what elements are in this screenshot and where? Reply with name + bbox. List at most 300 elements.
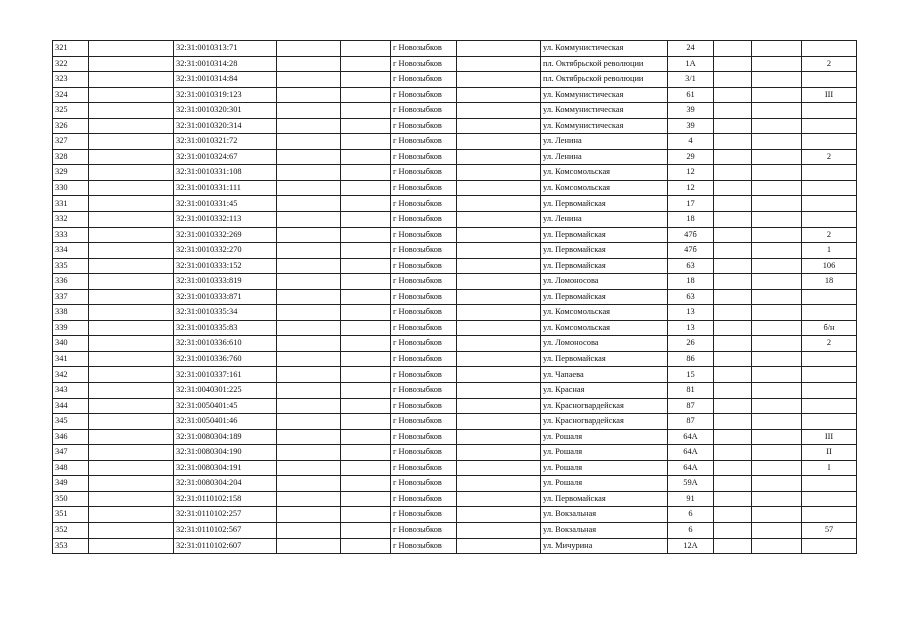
empty-cell [341,460,391,476]
empty-cell [752,243,802,259]
street-cell: ул. Коммунистическая [541,118,668,134]
house-number: 13 [668,320,714,336]
empty-cell [714,336,752,352]
empty-cell [457,72,541,88]
table-row [53,460,857,476]
empty-cell [714,87,752,103]
empty-cell [341,180,391,196]
street-cell: ул. Красная [541,383,668,399]
empty-cell [277,212,341,228]
empty-cell [457,212,541,228]
house-number: 47б [668,243,714,259]
empty-cell [457,289,541,305]
empty-cell [752,103,802,119]
city-cell: г Новозыбков [391,56,457,72]
empty-cell [457,522,541,538]
empty-cell [714,258,752,274]
table-row [53,445,857,461]
empty-cell [277,87,341,103]
row-number: 351 [53,507,89,523]
apartment-cell [802,103,857,119]
apartment-cell [802,212,857,228]
empty-cell [714,289,752,305]
street-cell: ул. Ленина [541,149,668,165]
house-number: 39 [668,118,714,134]
empty-cell [457,87,541,103]
empty-cell [341,414,391,430]
empty-cell [277,507,341,523]
city-cell: г Новозыбков [391,72,457,88]
empty-cell [277,320,341,336]
empty-cell [89,165,174,181]
city-cell: г Новозыбков [391,336,457,352]
empty-cell [277,383,341,399]
cadastral-number: 32:31:0010313:71 [174,41,277,57]
empty-cell [714,351,752,367]
empty-cell [714,445,752,461]
table-row [53,351,857,367]
empty-cell [714,41,752,57]
table-row [53,274,857,290]
cadastral-number: 32:31:0010332:270 [174,243,277,259]
row-number: 335 [53,258,89,274]
cadastral-number: 32:31:0010331:108 [174,165,277,181]
empty-cell [341,72,391,88]
street-cell: ул. Ломоносова [541,336,668,352]
cadastral-number: 32:31:0010331:111 [174,180,277,196]
empty-cell [714,103,752,119]
street-cell: ул. Коммунистическая [541,41,668,57]
empty-cell [457,118,541,134]
empty-cell [277,522,341,538]
city-cell: г Новозыбков [391,398,457,414]
empty-cell [277,398,341,414]
empty-cell [752,538,802,554]
row-number: 343 [53,383,89,399]
apartment-cell: 2 [802,227,857,243]
street-cell: ул. Чапаева [541,367,668,383]
empty-cell [277,243,341,259]
empty-cell [752,445,802,461]
empty-cell [341,320,391,336]
empty-cell [752,180,802,196]
empty-cell [277,336,341,352]
apartment-cell [802,72,857,88]
empty-cell [714,274,752,290]
house-number: 91 [668,491,714,507]
empty-cell [341,87,391,103]
empty-cell [341,274,391,290]
empty-cell [714,383,752,399]
street-cell: ул. Ломоносова [541,274,668,290]
cadastral-number: 32:31:0010332:269 [174,227,277,243]
empty-cell [341,196,391,212]
house-number: 64А [668,445,714,461]
street-cell: ул. Первомайская [541,258,668,274]
empty-cell [341,507,391,523]
empty-cell [714,507,752,523]
empty-cell [457,41,541,57]
apartment-cell: 57 [802,522,857,538]
cadastral-number: 32:31:0010320:314 [174,118,277,134]
empty-cell [89,103,174,119]
apartment-cell: 2 [802,56,857,72]
cadastral-number: 32:31:0010333:152 [174,258,277,274]
city-cell: г Новозыбков [391,538,457,554]
empty-cell [89,351,174,367]
empty-cell [277,476,341,492]
city-cell: г Новозыбков [391,383,457,399]
empty-cell [714,398,752,414]
street-cell: ул. Красногвардейская [541,398,668,414]
table-row [53,87,857,103]
cadastral-number: 32:31:0010321:72 [174,134,277,150]
empty-cell [277,289,341,305]
empty-cell [457,258,541,274]
house-number: 6 [668,522,714,538]
empty-cell [277,41,341,57]
empty-cell [752,305,802,321]
empty-cell [457,227,541,243]
apartment-cell [802,305,857,321]
apartment-cell [802,351,857,367]
street-cell: ул. Первомайская [541,491,668,507]
apartment-cell [802,134,857,150]
empty-cell [752,336,802,352]
cadastral-number: 32:31:0110102:158 [174,491,277,507]
cadastral-number: 32:31:0010319:123 [174,87,277,103]
cadastral-number: 32:31:0010333:819 [174,274,277,290]
empty-cell [89,56,174,72]
city-cell: г Новозыбков [391,196,457,212]
city-cell: г Новозыбков [391,460,457,476]
apartment-cell: III [802,87,857,103]
empty-cell [714,476,752,492]
cadastral-number: 32:31:0040301:225 [174,383,277,399]
empty-cell [89,383,174,399]
cadastral-number: 32:31:0010333:871 [174,289,277,305]
empty-cell [277,351,341,367]
cadastral-number: 32:31:0110102:607 [174,538,277,554]
empty-cell [341,351,391,367]
empty-cell [457,134,541,150]
city-cell: г Новозыбков [391,258,457,274]
empty-cell [752,41,802,57]
house-number: 59А [668,476,714,492]
empty-cell [341,227,391,243]
empty-cell [277,429,341,445]
apartment-cell [802,491,857,507]
row-number: 332 [53,212,89,228]
empty-cell [752,165,802,181]
city-cell: г Новозыбков [391,491,457,507]
row-number: 346 [53,429,89,445]
apartment-cell: I [802,460,857,476]
empty-cell [752,460,802,476]
apartment-cell [802,289,857,305]
city-cell: г Новозыбков [391,429,457,445]
table-row [53,414,857,430]
row-number: 321 [53,41,89,57]
empty-cell [457,305,541,321]
empty-cell [752,289,802,305]
street-cell: ул. Первомайская [541,243,668,259]
empty-cell [277,196,341,212]
empty-cell [341,212,391,228]
empty-cell [89,507,174,523]
empty-cell [89,118,174,134]
empty-cell [457,243,541,259]
empty-cell [457,165,541,181]
empty-cell [341,41,391,57]
table-row [53,507,857,523]
empty-cell [89,134,174,150]
street-cell: ул. Рошаля [541,445,668,461]
empty-cell [341,103,391,119]
empty-cell [752,227,802,243]
empty-cell [89,491,174,507]
apartment-cell: 2 [802,149,857,165]
empty-cell [277,305,341,321]
row-number: 324 [53,87,89,103]
row-number: 331 [53,196,89,212]
empty-cell [341,243,391,259]
apartment-cell [802,118,857,134]
cadastral-number: 32:31:0010314:28 [174,56,277,72]
empty-cell [89,429,174,445]
row-number: 325 [53,103,89,119]
city-cell: г Новозыбков [391,165,457,181]
empty-cell [89,367,174,383]
table-row [53,383,857,399]
empty-cell [277,538,341,554]
house-number: 81 [668,383,714,399]
row-number: 334 [53,243,89,259]
empty-cell [89,522,174,538]
empty-cell [752,367,802,383]
empty-cell [277,56,341,72]
empty-cell [89,289,174,305]
apartment-cell [802,367,857,383]
empty-cell [752,212,802,228]
city-cell: г Новозыбков [391,212,457,228]
table-row [53,72,857,88]
table-row [53,476,857,492]
empty-cell [341,118,391,134]
street-cell: ул. Вокзальная [541,522,668,538]
table-row [53,243,857,259]
cadastral-number: 32:31:0010335:83 [174,320,277,336]
registry-table-body [53,41,857,554]
empty-cell [277,149,341,165]
empty-cell [752,522,802,538]
empty-cell [89,320,174,336]
empty-cell [457,336,541,352]
house-number: 18 [668,274,714,290]
house-number: 29 [668,149,714,165]
empty-cell [714,227,752,243]
cadastral-number: 32:31:0080304:204 [174,476,277,492]
empty-cell [277,445,341,461]
empty-cell [341,165,391,181]
row-number: 323 [53,72,89,88]
city-cell: г Новозыбков [391,87,457,103]
empty-cell [457,274,541,290]
empty-cell [341,491,391,507]
empty-cell [457,507,541,523]
apartment-cell: б/н [802,320,857,336]
empty-cell [277,103,341,119]
cadastral-number: 32:31:0010331:45 [174,196,277,212]
table-row [53,103,857,119]
street-cell: ул. Комсомольская [541,180,668,196]
cadastral-number: 32:31:0080304:189 [174,429,277,445]
house-number: 17 [668,196,714,212]
empty-cell [714,134,752,150]
city-cell: г Новозыбков [391,289,457,305]
empty-cell [277,258,341,274]
empty-cell [752,118,802,134]
apartment-cell: III [802,429,857,445]
empty-cell [89,227,174,243]
apartment-cell [802,398,857,414]
row-number: 353 [53,538,89,554]
empty-cell [341,538,391,554]
table-row [53,212,857,228]
empty-cell [714,243,752,259]
empty-cell [341,367,391,383]
empty-cell [89,149,174,165]
row-number: 330 [53,180,89,196]
empty-cell [341,305,391,321]
city-cell: г Новозыбков [391,320,457,336]
house-number: 63 [668,258,714,274]
empty-cell [89,398,174,414]
empty-cell [341,56,391,72]
empty-cell [341,398,391,414]
city-cell: г Новозыбков [391,476,457,492]
empty-cell [457,414,541,430]
apartment-cell [802,476,857,492]
house-number: 4 [668,134,714,150]
street-cell: ул. Первомайская [541,196,668,212]
city-cell: г Новозыбков [391,507,457,523]
empty-cell [89,445,174,461]
table-row [53,134,857,150]
row-number: 348 [53,460,89,476]
row-number: 336 [53,274,89,290]
table-row [53,180,857,196]
house-number: 18 [668,212,714,228]
empty-cell [714,491,752,507]
empty-cell [277,227,341,243]
row-number: 344 [53,398,89,414]
street-cell: ул. Комсомольская [541,165,668,181]
cadastral-number: 32:31:0010320:301 [174,103,277,119]
empty-cell [752,429,802,445]
empty-cell [89,243,174,259]
house-number: 87 [668,414,714,430]
empty-cell [277,165,341,181]
row-number: 345 [53,414,89,430]
apartment-cell [802,507,857,523]
row-number: 347 [53,445,89,461]
table-row [53,429,857,445]
table-row [53,165,857,181]
empty-cell [752,351,802,367]
empty-cell [457,491,541,507]
empty-cell [457,367,541,383]
table-row [53,538,857,554]
empty-cell [341,289,391,305]
row-number: 342 [53,367,89,383]
cadastral-number: 32:31:0010335:34 [174,305,277,321]
empty-cell [714,305,752,321]
street-cell: ул. Красногвардейская [541,414,668,430]
empty-cell [89,196,174,212]
city-cell: г Новозыбков [391,243,457,259]
empty-cell [752,414,802,430]
street-cell: ул. Первомайская [541,351,668,367]
street-cell: ул. Ленина [541,134,668,150]
row-number: 328 [53,149,89,165]
table-row [53,491,857,507]
city-cell: г Новозыбков [391,305,457,321]
house-number: 61 [668,87,714,103]
empty-cell [341,445,391,461]
empty-cell [457,429,541,445]
empty-cell [89,305,174,321]
house-number: 1А [668,56,714,72]
city-cell: г Новозыбков [391,180,457,196]
row-number: 338 [53,305,89,321]
street-cell: ул. Коммунистическая [541,87,668,103]
city-cell: г Новозыбков [391,103,457,119]
empty-cell [714,196,752,212]
city-cell: г Новозыбков [391,227,457,243]
empty-cell [277,460,341,476]
empty-cell [752,149,802,165]
empty-cell [89,274,174,290]
apartment-cell [802,196,857,212]
house-number: 24 [668,41,714,57]
apartment-cell [802,414,857,430]
row-number: 341 [53,351,89,367]
empty-cell [89,476,174,492]
apartment-cell [802,180,857,196]
house-number: 12А [668,538,714,554]
row-number: 339 [53,320,89,336]
house-number: 64А [668,460,714,476]
cadastral-number: 32:31:0010332:113 [174,212,277,228]
street-cell: ул. Первомайская [541,227,668,243]
registry-table [52,40,857,554]
cadastral-number: 32:31:0080304:191 [174,460,277,476]
house-number: 12 [668,165,714,181]
empty-cell [277,118,341,134]
house-number: 87 [668,398,714,414]
empty-cell [752,491,802,507]
house-number: 3/1 [668,72,714,88]
apartment-cell: II [802,445,857,461]
city-cell: г Новозыбков [391,414,457,430]
empty-cell [457,56,541,72]
empty-cell [714,149,752,165]
empty-cell [89,180,174,196]
row-number: 329 [53,165,89,181]
cadastral-number: 32:31:0050401:46 [174,414,277,430]
street-cell: ул. Ленина [541,212,668,228]
